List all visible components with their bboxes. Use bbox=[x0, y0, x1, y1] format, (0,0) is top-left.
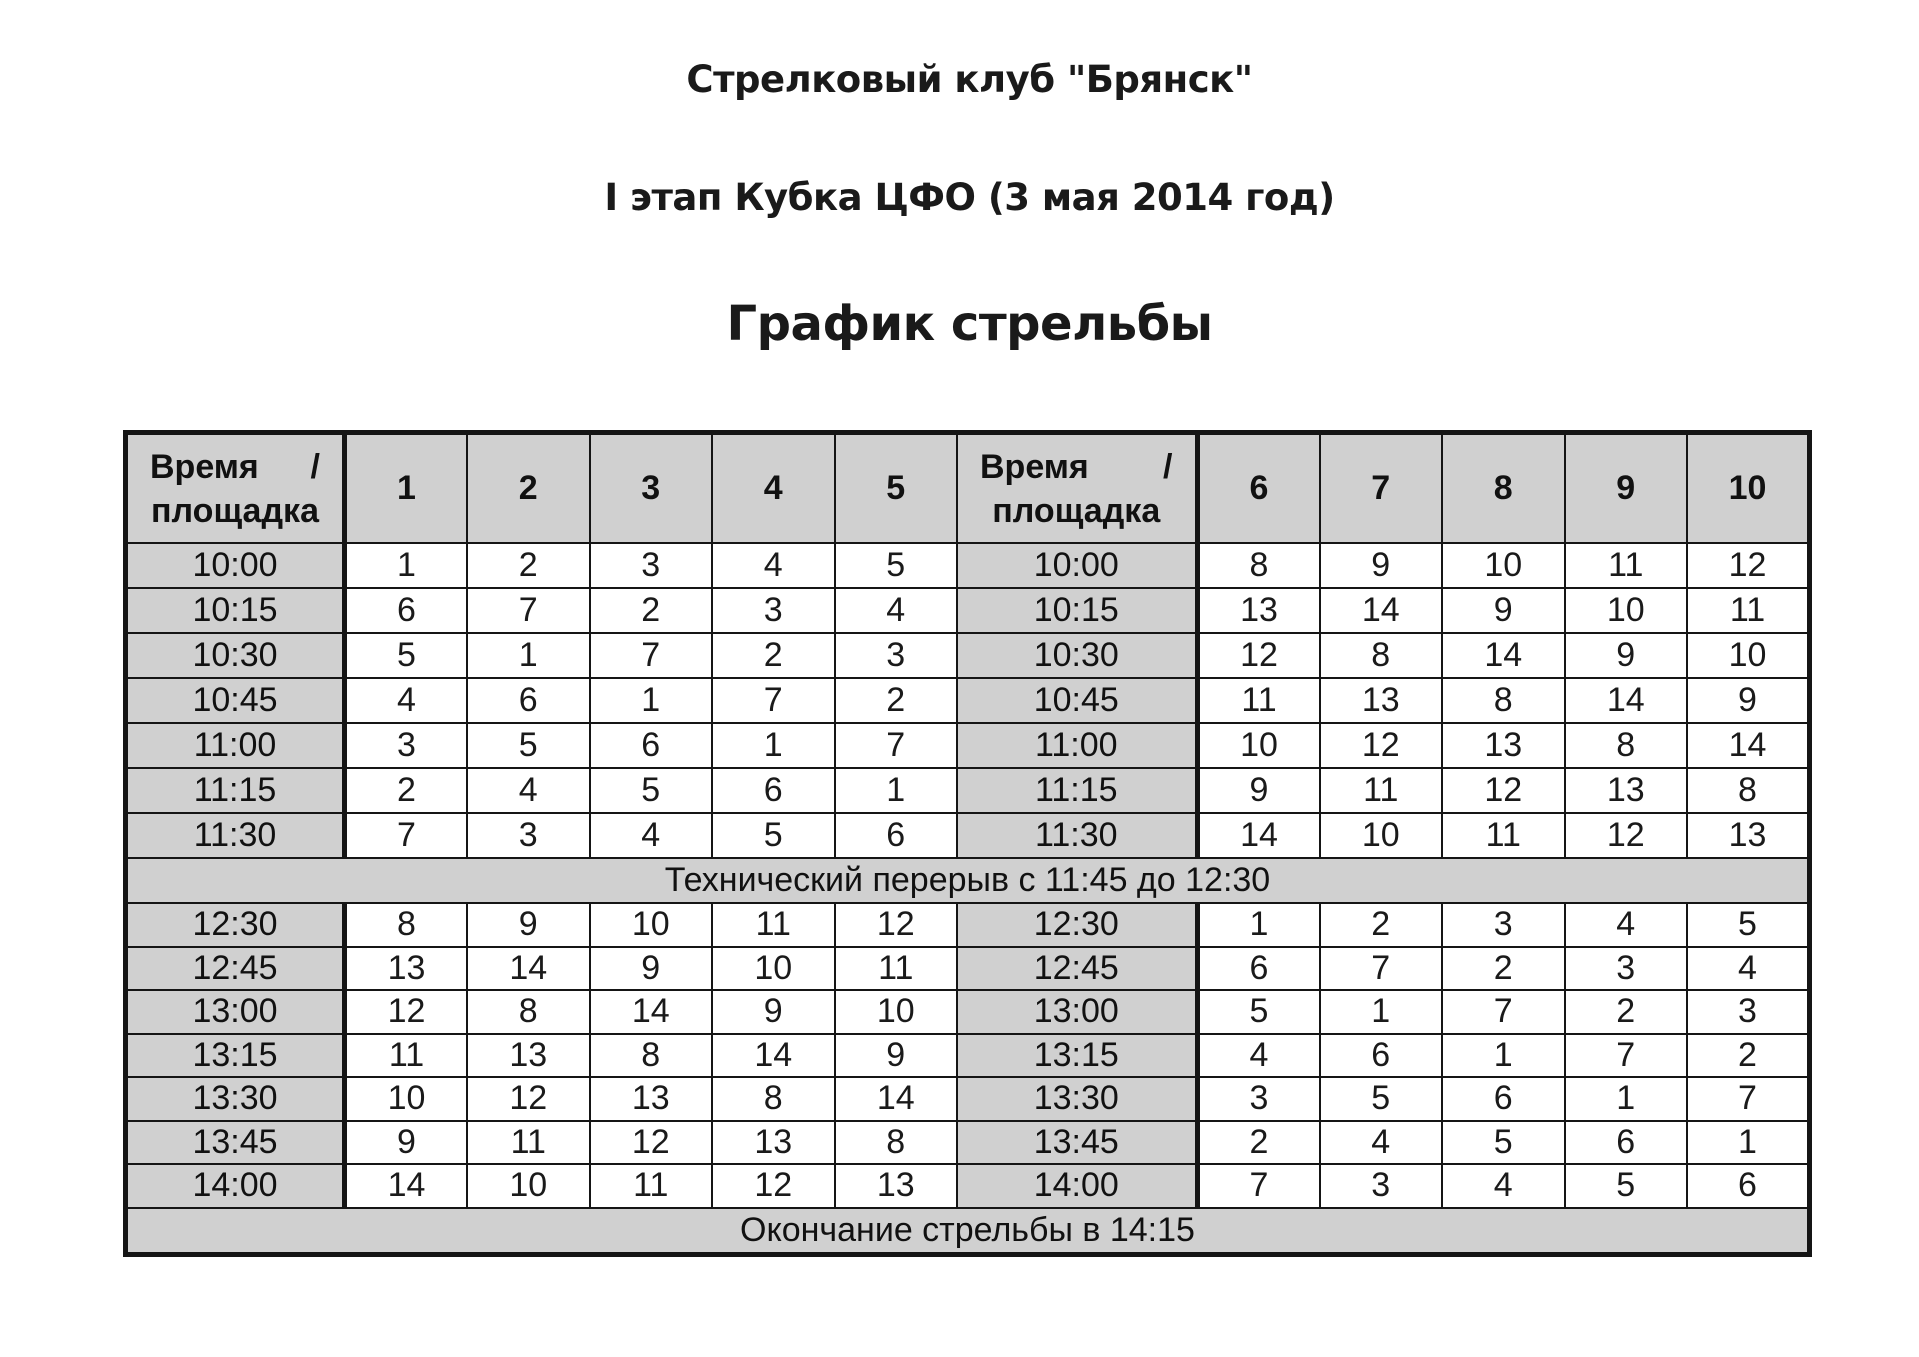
shooter-cell: 12 bbox=[712, 1164, 835, 1208]
shooter-cell: 10 bbox=[1687, 633, 1810, 678]
shooter-cell: 14 bbox=[345, 1164, 468, 1208]
time-cell: 11:15 bbox=[957, 768, 1197, 813]
shooter-cell: 7 bbox=[1565, 1034, 1688, 1078]
time-cell: 12:30 bbox=[957, 903, 1197, 947]
shooter-cell: 11 bbox=[467, 1121, 590, 1165]
shooter-cell: 1 bbox=[1442, 1034, 1565, 1078]
time-label: Время bbox=[980, 447, 1089, 486]
shooter-cell: 12 bbox=[835, 903, 958, 947]
shooter-cell: 1 bbox=[590, 678, 713, 723]
shooter-cell: 8 bbox=[590, 1034, 713, 1078]
shooter-cell: 10 bbox=[1442, 543, 1565, 588]
shooter-cell: 9 bbox=[1197, 768, 1320, 813]
shooter-cell: 13 bbox=[467, 1034, 590, 1078]
shooter-cell: 1 bbox=[835, 768, 958, 813]
shooter-cell: 7 bbox=[1687, 1077, 1810, 1121]
shooter-cell: 11 bbox=[590, 1164, 713, 1208]
shooter-cell: 9 bbox=[1442, 588, 1565, 633]
platform-header: 4 bbox=[712, 433, 835, 544]
time-cell: 12:45 bbox=[126, 947, 345, 991]
table-row bbox=[126, 813, 1810, 858]
shooter-cell: 3 bbox=[1442, 903, 1565, 947]
table-row bbox=[126, 723, 1810, 768]
shooter-cell: 6 bbox=[1320, 1034, 1443, 1078]
shooter-cell: 4 bbox=[712, 543, 835, 588]
shooter-cell: 10 bbox=[1565, 588, 1688, 633]
shooter-cell: 11 bbox=[712, 903, 835, 947]
shooter-cell: 11 bbox=[1197, 678, 1320, 723]
shooter-cell: 2 bbox=[712, 633, 835, 678]
shooter-cell: 5 bbox=[1197, 990, 1320, 1034]
shooter-cell: 11 bbox=[345, 1034, 468, 1078]
shooter-cell: 3 bbox=[1687, 990, 1810, 1034]
header-row bbox=[126, 433, 1810, 544]
shooter-cell: 3 bbox=[712, 588, 835, 633]
table-row bbox=[126, 543, 1810, 588]
platform-header: 1 bbox=[345, 433, 468, 544]
table-row bbox=[126, 1034, 1810, 1078]
time-cell: 13:15 bbox=[126, 1034, 345, 1078]
shooter-cell: 5 bbox=[467, 723, 590, 768]
shooter-cell: 6 bbox=[1687, 1164, 1810, 1208]
shooter-cell: 8 bbox=[1442, 678, 1565, 723]
slash: / bbox=[310, 447, 320, 486]
shooter-cell: 13 bbox=[590, 1077, 713, 1121]
shooter-cell: 4 bbox=[1687, 947, 1810, 991]
event-name: I этап Кубка ЦФО (3 мая 2014 год) bbox=[604, 176, 1335, 219]
shooter-cell: 3 bbox=[590, 543, 713, 588]
shooter-cell: 13 bbox=[835, 1164, 958, 1208]
shooter-cell: 12 bbox=[1320, 723, 1443, 768]
table-row bbox=[126, 588, 1810, 633]
time-cell: 14:00 bbox=[126, 1164, 345, 1208]
time-cell: 12:30 bbox=[126, 903, 345, 947]
shooter-cell: 8 bbox=[835, 1121, 958, 1165]
shooter-cell: 5 bbox=[712, 813, 835, 858]
shooter-cell: 14 bbox=[1442, 633, 1565, 678]
shooter-cell: 10 bbox=[712, 947, 835, 991]
shooter-cell: 9 bbox=[345, 1121, 468, 1165]
table-row bbox=[126, 633, 1810, 678]
platform-header: 6 bbox=[1197, 433, 1320, 544]
shooter-cell: 14 bbox=[590, 990, 713, 1034]
time-label: Время bbox=[150, 447, 259, 486]
time-cell: 10:45 bbox=[957, 678, 1197, 723]
shooter-cell: 11 bbox=[1565, 543, 1688, 588]
shooter-cell: 8 bbox=[1565, 723, 1688, 768]
table-row bbox=[126, 1121, 1810, 1165]
time-cell: 11:00 bbox=[126, 723, 345, 768]
break-label: Технический перерыв с 11:45 до 12:30 bbox=[126, 858, 1810, 903]
shooter-cell: 2 bbox=[467, 543, 590, 588]
time-cell: 11:00 bbox=[957, 723, 1197, 768]
time-platform-header-left bbox=[126, 433, 345, 544]
shooter-cell: 3 bbox=[1320, 1164, 1443, 1208]
shooter-cell: 5 bbox=[835, 543, 958, 588]
shooter-cell: 7 bbox=[467, 588, 590, 633]
shooter-cell: 5 bbox=[1565, 1164, 1688, 1208]
time-cell: 10:15 bbox=[126, 588, 345, 633]
shooter-cell: 12 bbox=[1687, 543, 1810, 588]
shooter-cell: 8 bbox=[1320, 633, 1443, 678]
platform-header: 3 bbox=[590, 433, 713, 544]
page-title: График стрельбы bbox=[726, 296, 1213, 352]
platform-header: 7 bbox=[1320, 433, 1443, 544]
shooter-cell: 2 bbox=[1687, 1034, 1810, 1078]
slash: / bbox=[1163, 447, 1173, 486]
shooter-cell: 11 bbox=[1442, 813, 1565, 858]
shooter-cell: 5 bbox=[1320, 1077, 1443, 1121]
club-name: Стрелковый клуб "Брянск" bbox=[686, 58, 1253, 101]
shooter-cell: 1 bbox=[1565, 1077, 1688, 1121]
shooter-cell: 9 bbox=[467, 903, 590, 947]
time-cell: 11:15 bbox=[126, 768, 345, 813]
shooter-cell: 1 bbox=[1687, 1121, 1810, 1165]
shooter-cell: 5 bbox=[1687, 903, 1810, 947]
shooter-cell: 12 bbox=[590, 1121, 713, 1165]
time-cell: 10:00 bbox=[126, 543, 345, 588]
shooter-cell: 3 bbox=[835, 633, 958, 678]
platform-header: 8 bbox=[1442, 433, 1565, 544]
shooter-cell: 1 bbox=[345, 543, 468, 588]
platform-header: 2 bbox=[467, 433, 590, 544]
shooter-cell: 14 bbox=[467, 947, 590, 991]
shooter-cell: 12 bbox=[1565, 813, 1688, 858]
time-cell: 13:30 bbox=[126, 1077, 345, 1121]
end-label: Окончание стрельбы в 14:15 bbox=[126, 1208, 1810, 1255]
shooter-cell: 4 bbox=[590, 813, 713, 858]
shooter-cell: 9 bbox=[590, 947, 713, 991]
end-row bbox=[126, 1208, 1810, 1255]
shooter-cell: 1 bbox=[1320, 990, 1443, 1034]
time-cell: 13:15 bbox=[957, 1034, 1197, 1078]
time-cell: 11:30 bbox=[126, 813, 345, 858]
time-cell: 10:30 bbox=[957, 633, 1197, 678]
shooter-cell: 7 bbox=[345, 813, 468, 858]
shooter-cell: 13 bbox=[1565, 768, 1688, 813]
shooter-cell: 3 bbox=[1197, 1077, 1320, 1121]
shooter-cell: 14 bbox=[1197, 813, 1320, 858]
time-platform-header-right bbox=[957, 433, 1197, 544]
shooter-cell: 6 bbox=[1197, 947, 1320, 991]
shooter-cell: 3 bbox=[467, 813, 590, 858]
shooter-cell: 3 bbox=[1565, 947, 1688, 991]
shooter-cell: 12 bbox=[1197, 633, 1320, 678]
shooter-cell: 7 bbox=[1320, 947, 1443, 991]
shooter-cell: 11 bbox=[1320, 768, 1443, 813]
shooter-cell: 2 bbox=[590, 588, 713, 633]
shooter-cell: 4 bbox=[1320, 1121, 1443, 1165]
shooter-cell: 4 bbox=[1565, 903, 1688, 947]
shooter-cell: 2 bbox=[345, 768, 468, 813]
shooter-cell: 12 bbox=[467, 1077, 590, 1121]
platform-header: 10 bbox=[1687, 433, 1810, 544]
shooter-cell: 6 bbox=[1565, 1121, 1688, 1165]
time-cell: 13:00 bbox=[126, 990, 345, 1034]
shooter-cell: 6 bbox=[345, 588, 468, 633]
shooter-cell: 7 bbox=[1442, 990, 1565, 1034]
shooter-cell: 8 bbox=[345, 903, 468, 947]
shooter-cell: 4 bbox=[467, 768, 590, 813]
shooter-cell: 11 bbox=[1687, 588, 1810, 633]
shooter-cell: 13 bbox=[1687, 813, 1810, 858]
shooter-cell: 6 bbox=[467, 678, 590, 723]
time-cell: 11:30 bbox=[957, 813, 1197, 858]
shooter-cell: 8 bbox=[1197, 543, 1320, 588]
shooter-cell: 10 bbox=[467, 1164, 590, 1208]
shooter-cell: 4 bbox=[1442, 1164, 1565, 1208]
table-row bbox=[126, 1164, 1810, 1208]
time-cell: 14:00 bbox=[957, 1164, 1197, 1208]
shooter-cell: 6 bbox=[712, 768, 835, 813]
shooter-cell: 9 bbox=[1687, 678, 1810, 723]
time-cell: 10:30 bbox=[126, 633, 345, 678]
shooter-cell: 13 bbox=[1442, 723, 1565, 768]
shooter-cell: 3 bbox=[345, 723, 468, 768]
shooter-cell: 9 bbox=[712, 990, 835, 1034]
shooter-cell: 13 bbox=[1320, 678, 1443, 723]
shooter-cell: 14 bbox=[835, 1077, 958, 1121]
shooter-cell: 9 bbox=[835, 1034, 958, 1078]
shooter-cell: 5 bbox=[345, 633, 468, 678]
time-cell: 13:30 bbox=[957, 1077, 1197, 1121]
shooter-cell: 12 bbox=[1442, 768, 1565, 813]
shooter-cell: 11 bbox=[835, 947, 958, 991]
time-cell: 10:15 bbox=[957, 588, 1197, 633]
shooter-cell: 2 bbox=[1197, 1121, 1320, 1165]
shooter-cell: 5 bbox=[590, 768, 713, 813]
time-cell: 10:45 bbox=[126, 678, 345, 723]
table-row bbox=[126, 678, 1810, 723]
table-row bbox=[126, 947, 1810, 991]
platform-header: 9 bbox=[1565, 433, 1688, 544]
platform-label: площадка bbox=[151, 491, 319, 530]
shooter-cell: 14 bbox=[1320, 588, 1443, 633]
shooter-cell: 7 bbox=[590, 633, 713, 678]
shooter-cell: 1 bbox=[1197, 903, 1320, 947]
table-row bbox=[126, 990, 1810, 1034]
shooter-cell: 4 bbox=[1197, 1034, 1320, 1078]
platform-label: площадка bbox=[992, 491, 1161, 530]
shooter-cell: 5 bbox=[1442, 1121, 1565, 1165]
shooter-cell: 4 bbox=[835, 588, 958, 633]
shooter-cell: 6 bbox=[1442, 1077, 1565, 1121]
shooting-schedule-table bbox=[123, 430, 1812, 1257]
shooter-cell: 10 bbox=[835, 990, 958, 1034]
shooter-cell: 9 bbox=[1565, 633, 1688, 678]
table-row bbox=[126, 903, 1810, 947]
shooter-cell: 8 bbox=[712, 1077, 835, 1121]
shooter-cell: 7 bbox=[712, 678, 835, 723]
platform-header: 5 bbox=[835, 433, 958, 544]
shooter-cell: 6 bbox=[835, 813, 958, 858]
shooter-cell: 6 bbox=[590, 723, 713, 768]
shooter-cell: 7 bbox=[835, 723, 958, 768]
shooter-cell: 10 bbox=[1197, 723, 1320, 768]
shooter-cell: 8 bbox=[467, 990, 590, 1034]
time-cell: 12:45 bbox=[957, 947, 1197, 991]
shooter-cell: 8 bbox=[1687, 768, 1810, 813]
time-cell: 10:00 bbox=[957, 543, 1197, 588]
shooter-cell: 2 bbox=[1320, 903, 1443, 947]
shooter-cell: 10 bbox=[345, 1077, 468, 1121]
shooter-cell: 12 bbox=[345, 990, 468, 1034]
time-cell: 13:45 bbox=[957, 1121, 1197, 1165]
table-row bbox=[126, 768, 1810, 813]
shooter-cell: 10 bbox=[1320, 813, 1443, 858]
shooter-cell: 13 bbox=[1197, 588, 1320, 633]
break-row bbox=[126, 858, 1810, 903]
shooter-cell: 7 bbox=[1197, 1164, 1320, 1208]
shooter-cell: 2 bbox=[1565, 990, 1688, 1034]
shooter-cell: 10 bbox=[590, 903, 713, 947]
shooter-cell: 2 bbox=[1442, 947, 1565, 991]
shooter-cell: 4 bbox=[345, 678, 468, 723]
shooter-cell: 1 bbox=[712, 723, 835, 768]
shooter-cell: 2 bbox=[835, 678, 958, 723]
time-cell: 13:00 bbox=[957, 990, 1197, 1034]
shooter-cell: 13 bbox=[345, 947, 468, 991]
shooter-cell: 14 bbox=[1687, 723, 1810, 768]
table-row bbox=[126, 1077, 1810, 1121]
shooter-cell: 14 bbox=[712, 1034, 835, 1078]
shooter-cell: 9 bbox=[1320, 543, 1443, 588]
shooter-cell: 14 bbox=[1565, 678, 1688, 723]
shooter-cell: 1 bbox=[467, 633, 590, 678]
time-cell: 13:45 bbox=[126, 1121, 345, 1165]
shooter-cell: 13 bbox=[712, 1121, 835, 1165]
